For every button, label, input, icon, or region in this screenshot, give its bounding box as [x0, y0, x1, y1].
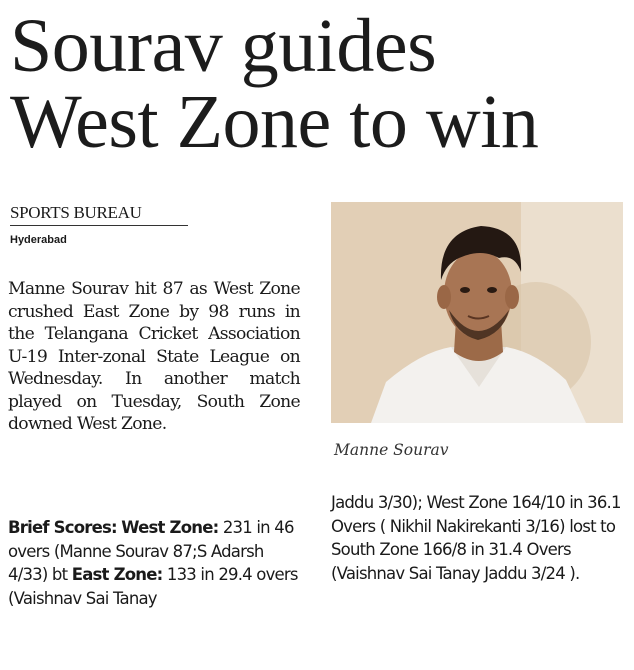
lead-paragraph: Manne Sourav hit 87 as West Zone crushed East Zone by 98 runs in the Telangana Cricket Association U-19 Inter-zonal State League on Wednesday. In another match played on Tuesday, South Zone downed West Zone. [8, 279, 300, 434]
team1-score: 231 in 46 overs (Manne Sourav 87;S Adarsh 4/33) bt [8, 518, 294, 584]
brief-scores [8, 516, 303, 610]
headline-line-1: Sourav guides [10, 4, 437, 88]
headline-line-2: West Zone to win [10, 80, 539, 164]
photo-caption: Manne Sourav [334, 441, 449, 459]
dateline: Hyderabad [10, 234, 67, 246]
team2-name: East Zone: [71, 565, 163, 584]
player-portrait-illustration [331, 202, 623, 423]
headline [10, 4, 630, 164]
scores-label: Brief Scores: [8, 518, 117, 537]
team2-score: 133 in 29.4 overs (Vaishnav Sai Tanay [8, 565, 298, 608]
byline: SPORTS BUREAU [10, 203, 188, 226]
team1-name: West Zone: [121, 518, 219, 537]
brief-scores-continued: Jaddu 3/30); West Zone 164/10 in 36.1 Overs ( Nikhil Nakirekanti 3/16) lost to South Zone 166/8 in 31.4 Overs (Vaishnav Sai Tanay Jaddu 3/24 ). [331, 493, 621, 583]
player-photo [331, 202, 623, 423]
